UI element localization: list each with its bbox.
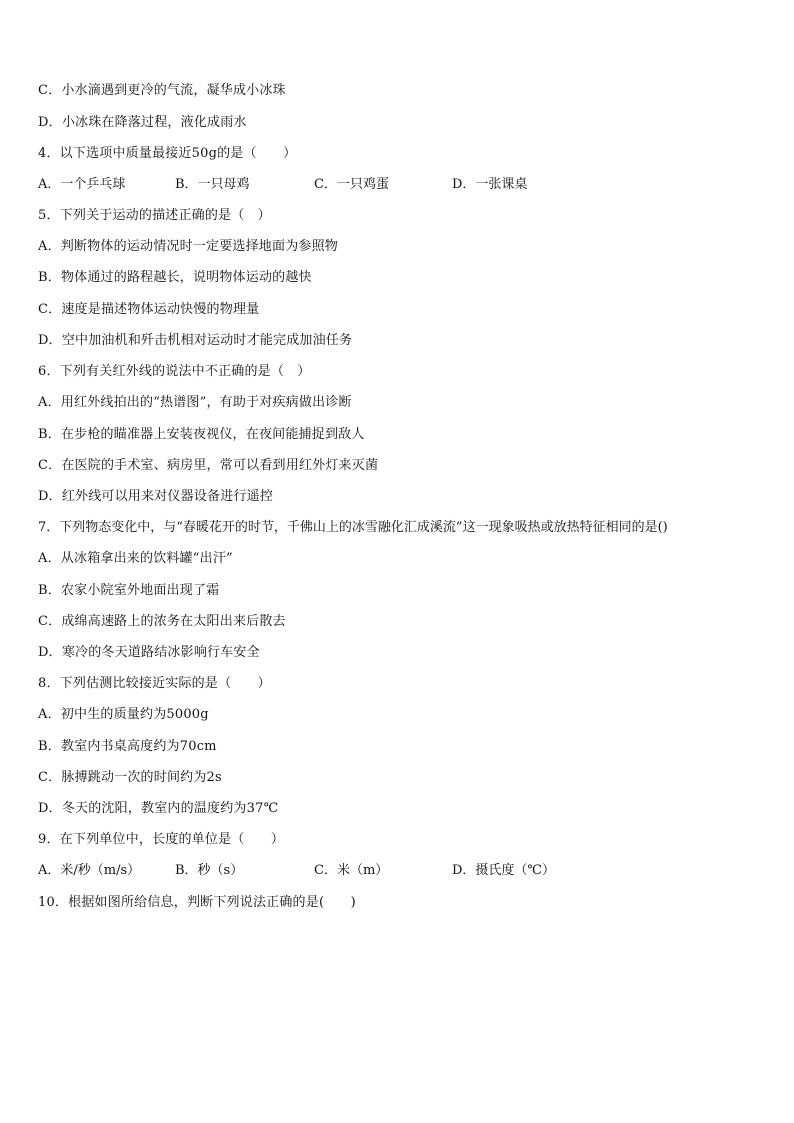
q3-option-d: D．小冰珠在降落过程，液化成雨水: [38, 115, 247, 130]
q9-option-d: D．摄氏度（℃）: [452, 863, 555, 878]
q6-option-a: A．用红外线拍出的“热谱图”，有助于对疾病做出诊断: [38, 395, 352, 410]
q8-option-b: B．教室内书桌高度约为70cm: [38, 739, 217, 754]
q4-option-a: A．一个乒乓球: [38, 177, 126, 192]
q7-option-c: C．成绵高速路上的浓务在太阳出来后散去: [38, 614, 286, 629]
q9-option-c: C．米（m）: [314, 863, 389, 878]
q7-stem: 7．下列物态变化中，与“春暖花开的时节，千佛山上的冰雪融化汇成溪流”这一现象吸热或放热特征相同的是(): [38, 520, 668, 535]
q4-option-c: C．一只鸡蛋: [314, 177, 389, 192]
q6-option-d: D．红外线可以用来对仪器设备进行遥控: [38, 489, 274, 504]
q9-stem: 9．在下列单位中，长度的单位是（ ）: [38, 832, 285, 847]
q7-option-a: A．从冰箱拿出来的饮料罐“出汗”: [38, 551, 233, 566]
q6-option-c: C．在医院的手术室、病房里，常可以看到用红外灯来灭菌: [38, 458, 379, 473]
q10-stem: 10．根据如图所给信息，判断下列说法正确的是( ): [38, 895, 356, 910]
q7-option-b: B．农家小院室外地面出现了霜: [38, 583, 220, 598]
q5-option-c: C．速度是描述物体运动快慢的物理量: [38, 302, 260, 317]
q9-option-a: A．米/秒（m/s）: [38, 863, 141, 878]
q4-option-b: B．一只母鸡: [175, 177, 250, 192]
q9-options: [38, 862, 758, 880]
q8-option-c: C．脉搏跳动一次的时间约为2s: [38, 770, 222, 785]
q8-option-d: D．冬天的沈阳，教室内的温度约为37℃: [38, 801, 279, 816]
q5-option-b: B．物体通过的路程越长，说明物体运动的越快: [38, 270, 312, 285]
q3-option-c: C．小水滴遇到更冷的气流，凝华成小冰珠: [38, 83, 286, 98]
q5-option-d: D．空中加油机和歼击机相对运动时才能完成加油任务: [38, 333, 353, 348]
q6-option-b: B．在步枪的瞄准器上安装夜视仪，在夜间能捕捉到敌人: [38, 427, 365, 442]
q6-stem: 6．下列有关红外线的说法中不正确的是（ ）: [38, 364, 311, 379]
q4-option-d: D．一张课桌: [452, 177, 528, 192]
q5-stem: 5．下列关于运动的描述正确的是（ ）: [38, 208, 271, 223]
q8-option-a: A．初中生的质量约为5000g: [38, 707, 209, 722]
q8-stem: 8．下列估测比较接近实际的是（ ）: [38, 676, 271, 691]
q9-option-b: B．秒（s）: [175, 863, 244, 878]
q4-stem: 4．以下选项中质量最接近50g的是（ ）: [38, 146, 297, 161]
q4-options: [38, 176, 758, 194]
q5-option-a: A．判断物体的运动情况时一定要选择地面为参照物: [38, 239, 338, 254]
q7-option-d: D．寒冷的冬天道路结冰影响行车安全: [38, 645, 260, 660]
